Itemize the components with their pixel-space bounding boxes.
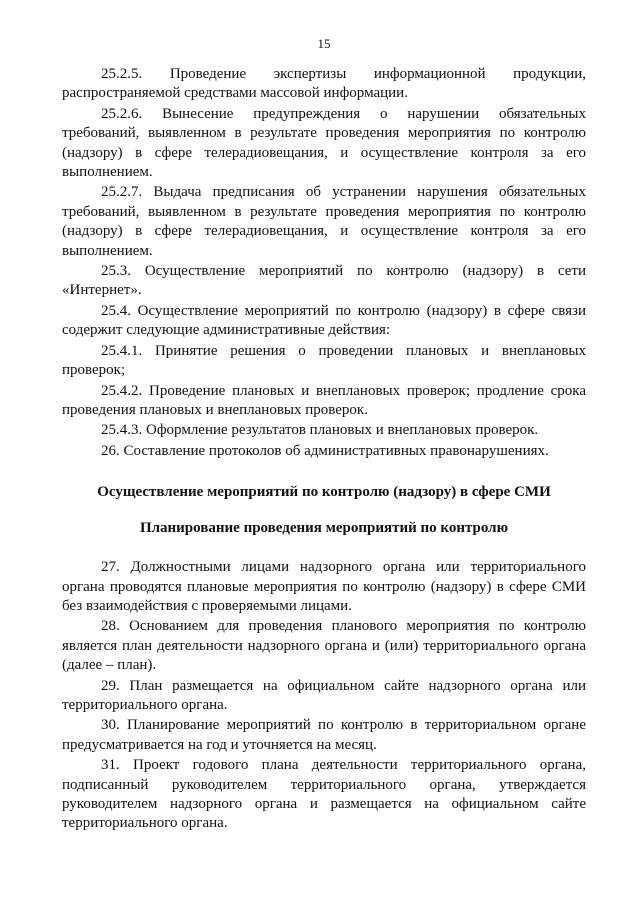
paragraph-25-4-1: 25.4.1. Принятие решения о проведении плановых и внеплановых проверок; <box>62 342 586 379</box>
subsection-heading: Планирование проведения мероприятий по контролю <box>139 520 509 537</box>
paragraph-25-2-7: 25.2.7. Выдача предписания об устранении нарушения обязательных требований, выявленном в результате проведения мероприятия по контролю (надзору) в сфере телерадиовещания, и осуществление контроля за его выполнением. <box>62 184 586 259</box>
document-page <box>62 36 586 835</box>
paragraph-25-2-6: 25.2.6. Вынесение предупреждения о нарушении обязательных требований, выявленном в результате проведения мероприятия по контролю (надзору) в сфере телерадиовещания, и осуществление контроля за его выполнением. <box>62 105 586 181</box>
paragraph-25-2-5: 25.2.5. Проведение экспертизы информационной продукции, распространяемой средствами массовой информации. <box>62 66 586 102</box>
paragraph-30: 30. Планирование мероприятий по контролю в территориальном органе предусматривается на год и уточняется на месяц. <box>62 717 586 753</box>
paragraph-26: 26. Составление протоколов об административных правонарушениях. <box>101 442 549 459</box>
paragraph-29: 29. План размещается на официальном сайте надзорного органа или территориального органа. <box>62 677 586 713</box>
paragraph-25-4-3: 25.4.3. Оформление результатов плановых и внеплановых проверок. <box>101 422 539 439</box>
section-heading: Осуществление мероприятий по контролю (надзору) в сфере СМИ <box>97 484 551 501</box>
paragraph-25-4: 25.4. Осуществление мероприятий по контролю (надзору) в сфере связи содержит следующие административные действия: <box>62 302 586 339</box>
page-number: 15 <box>317 36 331 51</box>
paragraph-25-3: 25.3. Осуществление мероприятий по контролю (надзору) в сети «Интернет». <box>62 263 586 299</box>
paragraph-27: 27. Должностными лицами надзорного органа или территориального органа проводятся плановые мероприятия по контролю (надзору) в сфере СМИ без взаимодействия с проверяемыми лицами. <box>62 559 586 614</box>
paragraph-31: 31. Проект годового плана деятельности территориального органа, подписанный руководителем территориального органа, утверждается руководителем надзорного органа и размещается на официальном сайте территориального органа. <box>62 757 586 832</box>
paragraph-25-4-2: 25.4.2. Проведение плановых и внеплановых проверок; продление срока проведения плановых и внеплановых проверок. <box>62 382 586 418</box>
paragraph-28: 28. Основанием для проведения планового мероприятия по контролю является план деятельности надзорного органа и (или) территориального органа (далее – план). <box>62 618 586 674</box>
